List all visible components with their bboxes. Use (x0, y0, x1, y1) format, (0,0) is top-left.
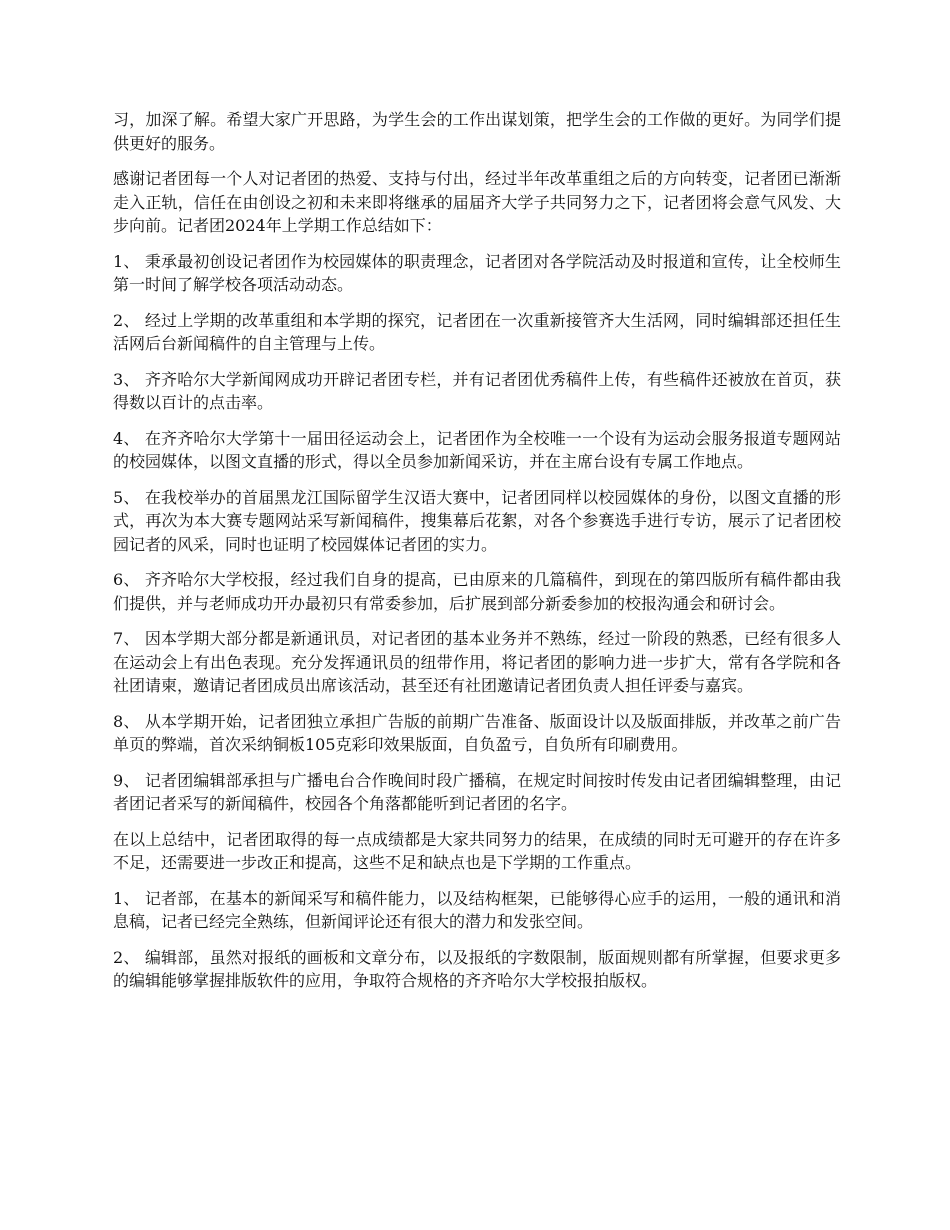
paragraph-item-9: 9、 记者团编辑部承担与广播电台合作晚间时段广播稿，在规定时间按时传发由记者团编辑整理，由记者团记者采写的新闻稿件，校园各个角落都能听到记者团的名字。 (113, 770, 841, 813)
paragraph-item-5: 5、 在我校举办的首届黑龙江国际留学生汉语大赛中，记者团同样以校园媒体的身份，以图文直播的形式，再次为本大赛专题网站采写新闻稿件，搜集幕后花絮，对各个参赛选手进行专访，展示了记者团校园记者的风采，同时也证明了校园媒体记者团的实力。 (113, 487, 841, 554)
paragraph-thanks: 感谢记者团每一个人对记者团的热爱、支持与付出，经过半年改革重组之后的方向转变，记者团已渐渐走入正轨，信任在由创设之初和未来即将继承的届届齐大学子共同努力之下，记者团将会意气风发、大步向前。记者团2024年上学期工作总结如下： (113, 169, 841, 235)
paragraph-item-3: 3、 齐齐哈尔大学新闻网成功开辟记者团专栏，并有记者团优秀稿件上传，有些稿件还被放在首页，获得数以百计的点击率。 (113, 369, 841, 412)
document-body (113, 108, 841, 1005)
paragraph-item-1: 1、 秉承最初创设记者团作为校园媒体的职责理念，记者团对各学院活动及时报道和宣传，让全校师生第一时间了解学校各项活动动态。 (113, 251, 841, 294)
paragraph-item-6: 6、 齐齐哈尔大学校报，经过我们自身的提高，已由原来的几篇稿件，到现在的第四版所有稿件都由我们提供，并与老师成功开办最初只有常委参加，后扩展到部分新委参加的校报沟通会和研讨会。 (113, 570, 841, 613)
paragraph-summary: 在以上总结中，记者团取得的每一点成绩都是大家共同努力的结果，在成绩的同时无可避开的存在许多不足，还需要进一步改正和提高，这些不足和缺点也是下学期的工作重点。 (113, 829, 841, 872)
paragraph-shortcoming-2: 2、 编辑部，虽然对报纸的画板和文章分布，以及报纸的字数限制，版面规则都有所掌握，但要求更多的编辑能够掌握排版软件的应用，争取符合规格的齐齐哈尔大学校报拍版权。 (113, 947, 841, 990)
paragraph-item-2: 2、 经过上学期的改革重组和本学期的探究，记者团在一次重新接管齐大生活网，同时编辑部还担任生活网后台新闻稿件的自主管理与上传。 (113, 310, 841, 353)
paragraph-intro-continuation: 习，加深了解。希望大家广开思路，为学生会的工作出谋划策，把学生会的工作做的更好。为同学们提供更好的服务。 (113, 110, 841, 153)
paragraph-item-7: 7、 因本学期大部分都是新通讯员，对记者团的基本业务并不熟练，经过一阶段的熟悉，已经有很多人在运动会上有出色表现。充分发挥通讯员的纽带作用，将记者团的影响力进一步扩大，常有各学院和各社团请柬，邀请记者团成员出席该活动，甚至还有社团邀请记者团负责人担任评委与嘉宾。 (113, 629, 841, 695)
paragraph-shortcoming-1: 1、 记者部，在基本的新闻采写和稿件能力，以及结构框架，已能够得心应手的运用，一般的通讯和消息稿，记者已经完全熟练，但新闻评论还有很大的潜力和发张空间。 (113, 888, 841, 931)
paragraph-item-8: 8、 从本学期开始，记者团独立承担广告版的前期广告准备、版面设计以及版面排版，并改革之前广告单页的弊端，首次采纳铜板105克彩印效果版面，自负盈亏，自负所有印刷费用。 (113, 711, 841, 754)
paragraph-item-4: 4、 在齐齐哈尔大学第十一届田径运动会上，记者团作为全校唯一一个设有为运动会服务报道专题网站的校园媒体，以图文直播的形式，得以全员参加新闻采访，并在主席台设有专属工作地点。 (113, 428, 841, 471)
